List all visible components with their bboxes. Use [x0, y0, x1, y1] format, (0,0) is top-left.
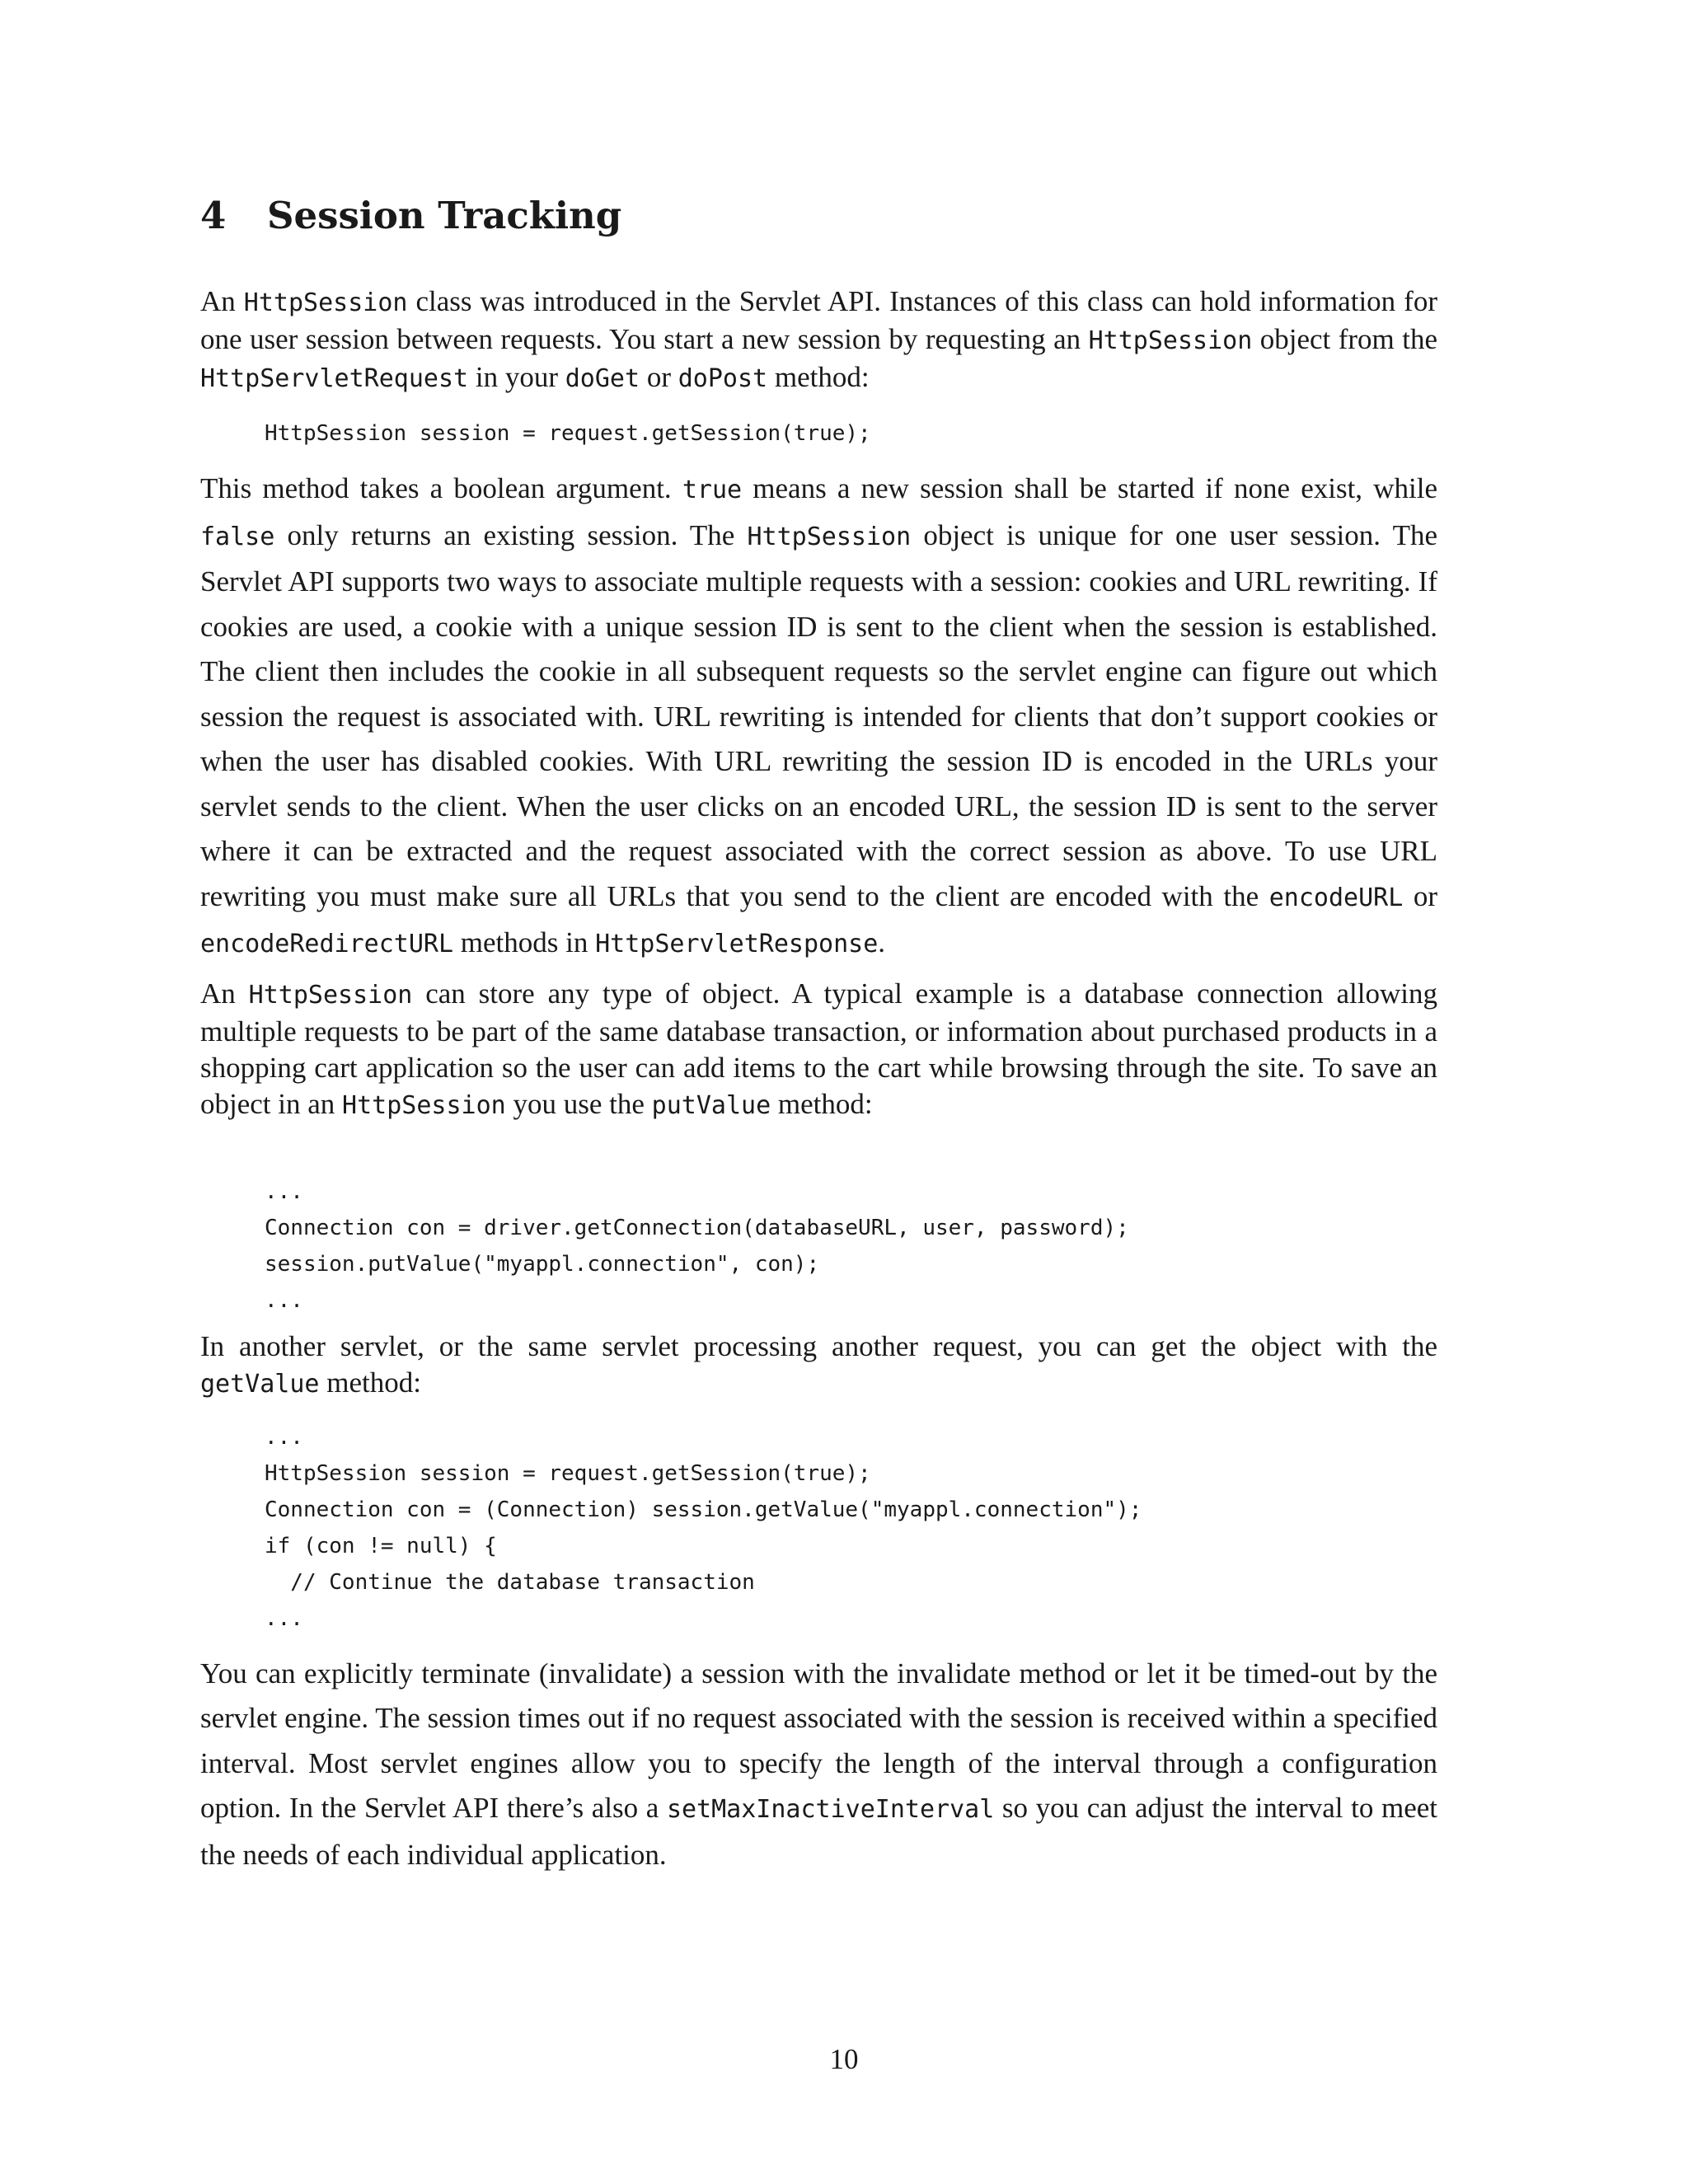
inline-code: getValue — [200, 1369, 320, 1399]
section-title: Session Tracking — [267, 194, 622, 237]
section-number: 4 — [200, 194, 227, 237]
text-run: This method takes a boolean argument. — [200, 472, 682, 504]
inline-code: HttpServletResponse — [595, 930, 879, 958]
text-run: so you can adjust the interval to meet the needs of each individual application. — [200, 1792, 1437, 1871]
inline-code: HttpSession — [1088, 326, 1253, 355]
text-run: only returns an existing session. The — [274, 518, 748, 551]
text-run: or — [1403, 879, 1438, 912]
paragraph-session-methods — [200, 466, 1437, 968]
text-run: object is unique for one user session. The Servlet API supports two ways to associate multiple requests with a session: cookies and URL rewriting. If cookies are used, a cookie with a unique session ID is sent to the client when the session is established. The client then includes the cookie in all subsequent requests so the servlet engine can figure out which session the request is associated with. URL rewriting is intended for clients that don’t support cookies or when the user has disabled cookies. With URL rewriting the session ID is encoded in the URLs your servlet sends to the client. When the user clicks on an encoded URL, the session ID is sent to the server where it can be extracted and the request associated with the correct session as above. To use URL rewriting you must make sure all URLs that you send to the client are encoded with the — [200, 518, 1437, 912]
text-run: . — [878, 926, 886, 958]
inline-code: HttpSession — [747, 522, 912, 551]
inline-code: putValue — [651, 1090, 771, 1120]
paragraph-invalidate — [200, 1652, 1437, 1878]
code-block-put-value: ... Connection con = driver.getConnection(databaseURL, user, password); session.putValue("myappl.connection", con); ... — [265, 1179, 1129, 1313]
text-run: means a new session shall be started if none exist, while — [742, 472, 1437, 504]
text-run: An — [200, 977, 249, 1010]
text-run: An — [200, 285, 244, 317]
text-run: or — [640, 361, 678, 393]
inline-code: HttpServletRequest — [200, 364, 469, 393]
inline-code: encodeURL — [1268, 883, 1404, 912]
section-heading — [200, 191, 1437, 241]
inline-code: doGet — [565, 364, 640, 393]
inline-code: HttpSession — [243, 288, 408, 317]
page-number: 10 — [829, 2043, 859, 2075]
inline-code: HttpSession — [248, 980, 413, 1010]
text-run: methods in — [453, 926, 596, 958]
text-run: method: — [767, 361, 870, 393]
paragraph-get-value — [200, 1329, 1437, 1403]
inline-code: doPost — [678, 364, 768, 393]
text-run: in your — [468, 361, 565, 393]
code-block-get-session: HttpSession session = request.getSession(true); — [265, 421, 871, 446]
text-run: You can explicitly terminate (invalidate) a session with the invalidate method or let it be timed-out by the servlet engine. The session times out if no request associated with the session is received within a specified interval. Most servlet engines allow you to specify the length of the interval through a configuration option. In the Servlet API there’s also a — [200, 1657, 1437, 1824]
text-run: class was introduced in the Servlet API. Instances of this class can hold information for one user session between requests. You start a new session by requesting an — [200, 285, 1437, 355]
inline-code: false — [200, 522, 275, 551]
text-run: you use the — [505, 1087, 652, 1120]
code-block-get-value: ... HttpSession session = request.getSession(true); Connection con = (Connection) session.getValue("myappl.connection"); if (con != null) { // Continue the database transaction ... — [265, 1424, 1142, 1631]
inline-code: encodeRedirectURL — [200, 930, 454, 958]
inline-code: true — [682, 476, 743, 504]
text-run: In another servlet, or the same servlet processing another request, you can get the object with the — [200, 1329, 1437, 1362]
text-run: method: — [771, 1087, 873, 1120]
text-run: method: — [319, 1366, 421, 1399]
text-run: can store any type of object. A typical example is a database connection allowing multiple requests to be part of the same database transaction, or information about purchased products in a shopping cart application so the user can add items to the cart while browsing through the site. To save an object in an — [200, 977, 1437, 1120]
paragraph-store-objects — [200, 976, 1437, 1124]
inline-code: HttpSession — [342, 1090, 506, 1120]
page-content — [200, 191, 1437, 1877]
inline-code: setMaxInactiveInterval — [666, 1795, 995, 1824]
paragraph-intro — [200, 284, 1437, 397]
text-run: object from the — [1252, 323, 1437, 355]
